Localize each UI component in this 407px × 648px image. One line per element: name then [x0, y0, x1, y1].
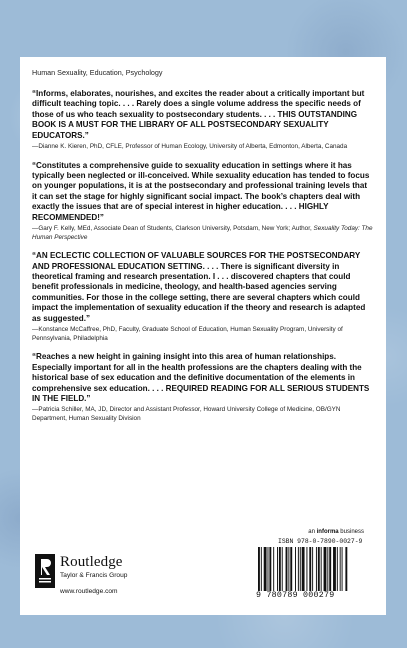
review-quote: “Reaches a new height in gaining insight into this area of human relationships. Especially important for all in the health professions are the chapters dealing with the historical base of sex education and the definitive documentation of the elements in comprehensive sex education. . . . REQUIRED READING FOR ALL SERIOUS STUDENTS IN THE FIELD.” [32, 352, 370, 403]
routledge-emblem-icon [35, 554, 55, 588]
business-suffix: business [338, 529, 364, 535]
review-attribution: —Dianne K. Kieren, PhD, CFLE, Professor of Human Ecology, University of Alberta, Edmonton, Alberta, Canada [32, 143, 348, 151]
review-quote: “Informs, elaborates, nourishes, and excites the reader about a critically important but difficult teaching topic. . . . Rarely does a single volume address the specific needs of those of us who teach sexuality to postsecondary students. . . . THIS OUTSTANDING BOOK IS A MUST FOR THE LIBRARY OF ALL POSTSECONDARY SEXUALITY EDUCATORS.” [32, 89, 365, 140]
review-1 [32, 89, 374, 152]
informa-business-line [308, 529, 364, 535]
barcode-block [256, 538, 374, 606]
review-attribution: —Patricia Schiller, MA, JD, Director and Assistant Professor, Howard University College of Medicine, OB/GYN Department, Human Sexuality Division [32, 406, 341, 422]
attribution-text: —Gary F. Kelly, MEd, Associate Dean of Students, Clarkson University, Potsdam, New York; Author, [32, 225, 312, 233]
isbn-label: ISBN 978-0-7890-0027-9 [278, 538, 363, 545]
attribution-book-title: Sexuality Today: The Human Perspective [32, 225, 373, 241]
publisher-group: Taylor & Francis Group [60, 572, 128, 579]
publisher-logo [35, 554, 175, 604]
review-2 [32, 161, 374, 243]
subject-categories: Human Sexuality, Education, Psychology [32, 68, 163, 77]
review-attribution: —Konstance McCaffree, PhD, Faculty, Graduate School of Education, Human Sexuality Program, University of Pennsylvania, Philadelphia [32, 326, 343, 342]
cover-footer [32, 529, 374, 608]
business-prefix: an [308, 529, 317, 535]
barcode-digits: 9 780789 000279 [256, 591, 335, 600]
review-3 [32, 251, 374, 343]
back-cover-panel [20, 57, 386, 615]
review-attribution [32, 225, 374, 242]
business-brand: informa [316, 529, 339, 535]
review-4 [32, 352, 374, 423]
publisher-url[interactable]: www.routledge.com [60, 588, 118, 595]
barcode-icon [258, 547, 372, 591]
review-quote: “AN ECLECTIC COLLECTION OF VALUABLE SOURCES FOR THE POSTSECONDARY AND PROFESSIONAL EDUCATION SETTING. . . . There is significant diversity in theoretical framing and research presentation. I . . . discovered chapters that could benefit professionals in medicine, theology, and health-based agencies serving communities. For those in the college setting, there are several chapters which could impact the implementation of sexuality education if the theory and research is adapted as suggested.” [32, 251, 366, 323]
publisher-name: Routledge [60, 554, 123, 570]
review-quote: “Constitutes a comprehensive guide to sexuality education in settings where it has typically been neglected or ill-conceived. While sexuality education has tended to focus on younger populations, it is at the postsecondary and professional training levels that it can set the stage for highly significant social impact. The book’s chapters deal with exactly the issues that are of special interest in higher education. . . . HIGHLY RECOMMENDED!” [32, 160, 370, 222]
